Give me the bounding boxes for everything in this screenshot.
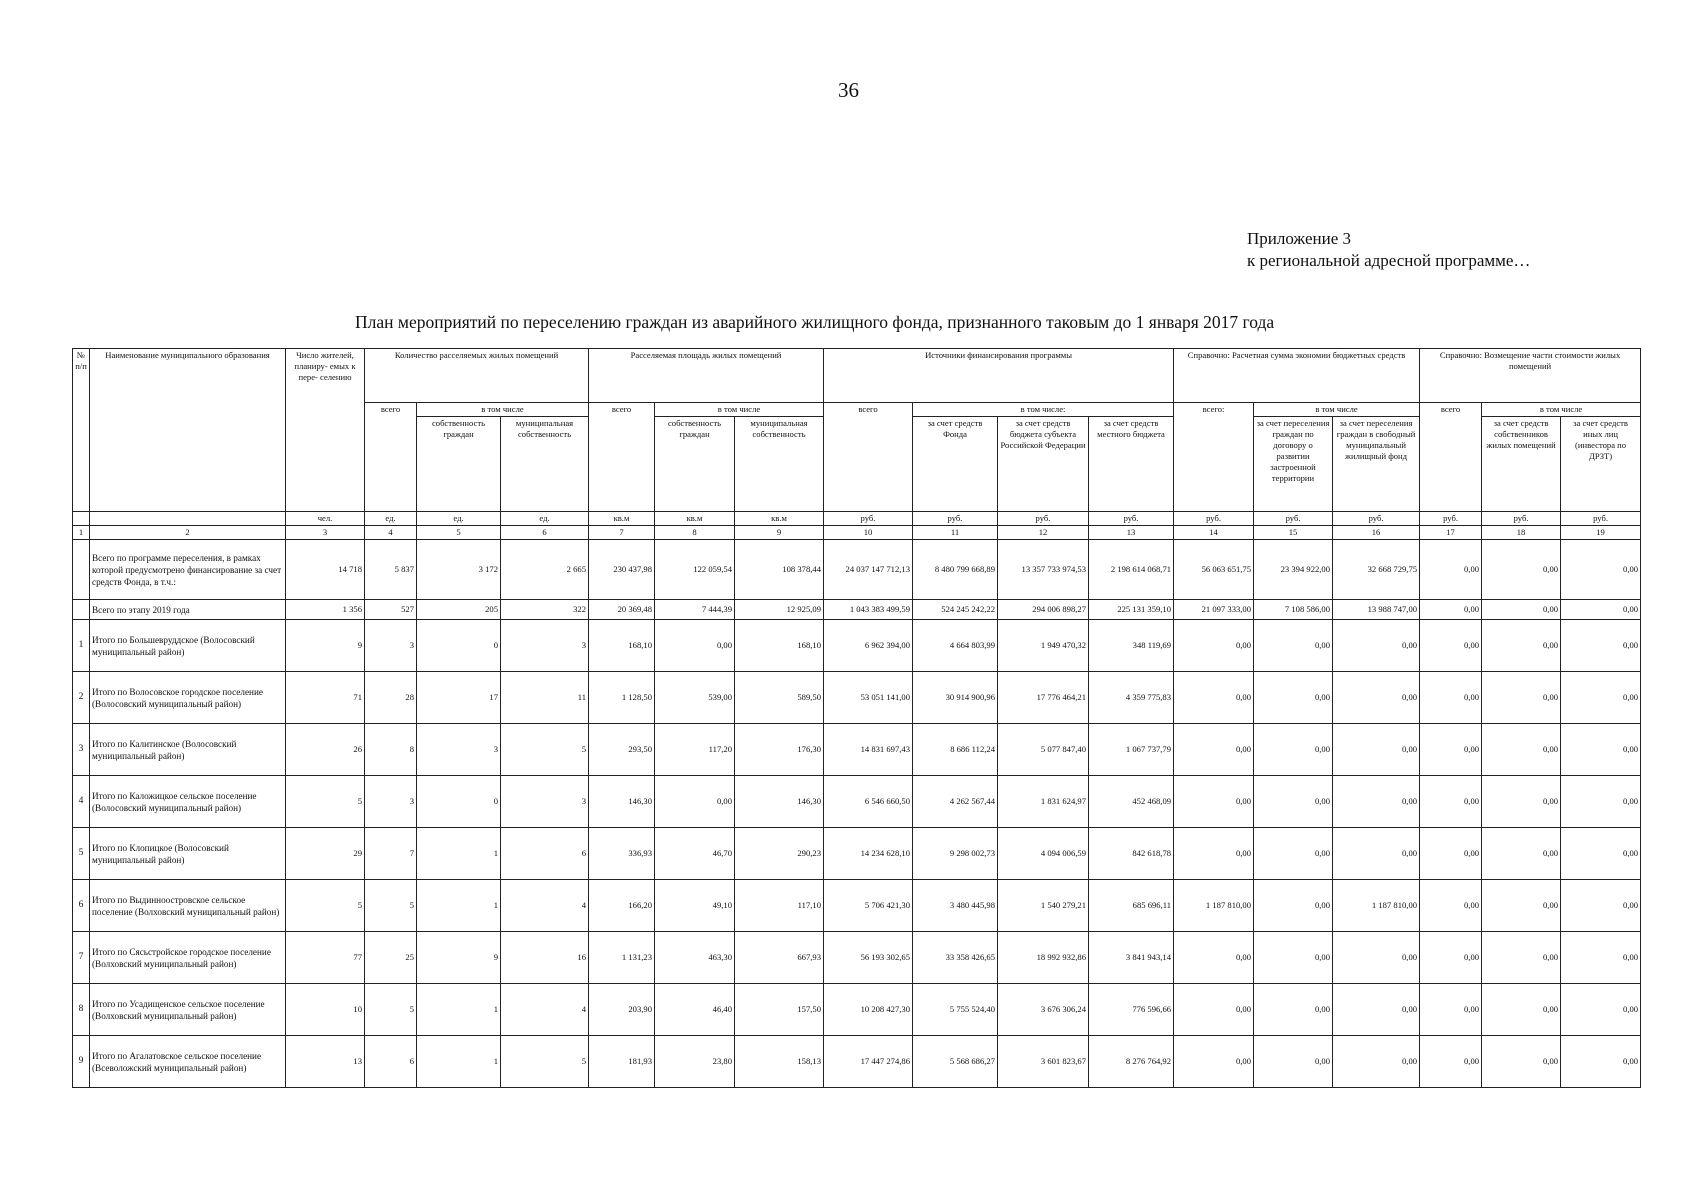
unit-cell: руб.	[1254, 512, 1333, 526]
value-cell: 5 568 686,27	[913, 1036, 998, 1088]
header-reimb-including: в том числе	[1482, 403, 1641, 417]
header-rooms-total: всего	[365, 403, 417, 512]
row-number: 3	[73, 724, 90, 776]
value-cell: 1 949 470,32	[998, 620, 1089, 672]
value-cell: 29	[286, 828, 365, 880]
value-cell: 23 394 922,00	[1254, 540, 1333, 600]
header-reimb-total: всего	[1420, 403, 1482, 512]
value-cell: 32 668 729,75	[1333, 540, 1420, 600]
value-cell: 1 831 624,97	[998, 776, 1089, 828]
value-cell: 0,00	[1561, 724, 1641, 776]
value-cell: 146,30	[589, 776, 655, 828]
value-cell: 25	[365, 932, 417, 984]
value-cell: 5 755 524,40	[913, 984, 998, 1036]
value-cell: 322	[501, 600, 589, 620]
value-cell: 5	[501, 1036, 589, 1088]
table-row	[73, 540, 1641, 600]
value-cell: 1 128,50	[589, 672, 655, 724]
municipality-name: Итого по Клопицкое (Волосовский муниципальный район)	[90, 828, 286, 880]
value-cell: 527	[365, 600, 417, 620]
column-number: 6	[501, 526, 589, 540]
municipality-name: Итого по Каложицкое сельское поселение (Волосовский муниципальный район)	[90, 776, 286, 828]
value-cell: 452 468,09	[1089, 776, 1174, 828]
value-cell: 776 596,66	[1089, 984, 1174, 1036]
value-cell: 0,00	[1333, 724, 1420, 776]
table-row	[73, 880, 1641, 932]
row-number: 9	[73, 1036, 90, 1088]
unit-cell: руб.	[1333, 512, 1420, 526]
column-number: 5	[417, 526, 501, 540]
value-cell: 158,13	[735, 1036, 824, 1088]
value-cell: 6	[365, 1036, 417, 1088]
value-cell: 6	[501, 828, 589, 880]
row-number: 5	[73, 828, 90, 880]
value-cell: 0,00	[1420, 776, 1482, 828]
value-cell: 0,00	[1482, 984, 1561, 1036]
value-cell: 13 988 747,00	[1333, 600, 1420, 620]
value-cell: 5	[286, 776, 365, 828]
value-cell: 0,00	[1254, 776, 1333, 828]
value-cell: 3 480 445,98	[913, 880, 998, 932]
value-cell: 9	[417, 932, 501, 984]
value-cell: 0,00	[1254, 672, 1333, 724]
unit-cell: кв.м	[589, 512, 655, 526]
value-cell: 1 540 279,21	[998, 880, 1089, 932]
value-cell: 3 172	[417, 540, 501, 600]
value-cell: 0,00	[1420, 620, 1482, 672]
value-cell: 8 686 112,24	[913, 724, 998, 776]
value-cell: 0,00	[1174, 776, 1254, 828]
value-cell: 589,50	[735, 672, 824, 724]
value-cell: 463,30	[655, 932, 735, 984]
header-resettle-contract: за счет переселения граждан по договору о развитии застроенной территории	[1254, 417, 1333, 512]
value-cell: 294 006 898,27	[998, 600, 1089, 620]
value-cell: 4 664 803,99	[913, 620, 998, 672]
header-area-including: в том числе	[655, 403, 824, 417]
value-cell: 0,00	[1420, 932, 1482, 984]
value-cell: 53 051 141,00	[824, 672, 913, 724]
appendix-note	[1247, 228, 1530, 272]
value-cell: 0	[417, 620, 501, 672]
column-number: 10	[824, 526, 913, 540]
value-cell: 0,00	[1254, 1036, 1333, 1088]
value-cell: 4 359 775,83	[1089, 672, 1174, 724]
value-cell: 0,00	[655, 620, 735, 672]
value-cell: 0,00	[1561, 932, 1641, 984]
value-cell: 5	[501, 724, 589, 776]
value-cell: 16	[501, 932, 589, 984]
value-cell: 0,00	[1561, 620, 1641, 672]
header-resettle-free: за счет переселения граждан в свободный муниципальный жилищный фонд	[1333, 417, 1420, 512]
value-cell: 8	[365, 724, 417, 776]
value-cell: 230 437,98	[589, 540, 655, 600]
value-cell: 168,10	[735, 620, 824, 672]
value-cell: 10 208 427,30	[824, 984, 913, 1036]
value-cell: 667,93	[735, 932, 824, 984]
row-number: 6	[73, 880, 90, 932]
value-cell: 0,00	[1333, 620, 1420, 672]
value-cell: 0,00	[1482, 600, 1561, 620]
value-cell: 0,00	[1333, 1036, 1420, 1088]
value-cell: 1	[417, 880, 501, 932]
value-cell: 0,00	[1482, 1036, 1561, 1088]
value-cell: 49,10	[655, 880, 735, 932]
value-cell: 0,00	[1254, 620, 1333, 672]
value-cell: 0,00	[1420, 880, 1482, 932]
table-row	[73, 984, 1641, 1036]
header-area-municipal: муниципальная собственность	[735, 417, 824, 512]
value-cell: 3 676 306,24	[998, 984, 1089, 1036]
value-cell: 8 480 799 668,89	[913, 540, 998, 600]
header-area-group: Расселяемая площадь жилых помещений	[589, 349, 824, 403]
header-rooms-including: в том числе	[417, 403, 589, 417]
value-cell: 9	[286, 620, 365, 672]
value-cell: 0,00	[1561, 880, 1641, 932]
value-cell: 9 298 002,73	[913, 828, 998, 880]
value-cell: 0,00	[1333, 672, 1420, 724]
unit-cell: руб.	[1561, 512, 1641, 526]
column-number: 4	[365, 526, 417, 540]
value-cell: 225 131 359,10	[1089, 600, 1174, 620]
value-cell: 122 059,54	[655, 540, 735, 600]
value-cell: 2 665	[501, 540, 589, 600]
row-number: 7	[73, 932, 90, 984]
value-cell: 0,00	[1561, 1036, 1641, 1088]
municipality-name: Итого по Усадищенское сельское поселение (Волховский муниципальный район)	[90, 984, 286, 1036]
municipality-name: Всего по программе переселения, в рамках которой предусмотрено финансирование за счет средств Фонда, в т.ч.:	[90, 540, 286, 600]
value-cell: 0,00	[1333, 984, 1420, 1036]
row-number: 2	[73, 672, 90, 724]
municipality-name: Итого по Большевруддское (Волосовский муниципальный район)	[90, 620, 286, 672]
value-cell: 11	[501, 672, 589, 724]
row-number: 4	[73, 776, 90, 828]
value-cell: 0,00	[1482, 672, 1561, 724]
header-rooms-group: Количество расселяемых жилых помещений	[365, 349, 589, 403]
value-cell: 18 992 932,86	[998, 932, 1089, 984]
header-subject-budget: за счет средств бюджета субъекта Российской Федерации	[998, 417, 1089, 512]
value-cell: 17 776 464,21	[998, 672, 1089, 724]
table-row	[73, 932, 1641, 984]
value-cell: 108 378,44	[735, 540, 824, 600]
row-number	[73, 540, 90, 600]
row-number	[73, 600, 90, 620]
value-cell: 7	[365, 828, 417, 880]
value-cell: 5 706 421,30	[824, 880, 913, 932]
value-cell: 12 925,09	[735, 600, 824, 620]
value-cell: 5	[286, 880, 365, 932]
unit-cell: кв.м	[655, 512, 735, 526]
value-cell: 77	[286, 932, 365, 984]
table-row	[73, 1036, 1641, 1088]
value-cell: 203,90	[589, 984, 655, 1036]
header-residents: Число жителей, планиру- емых к пере- селению	[286, 349, 365, 512]
value-cell: 6 962 394,00	[824, 620, 913, 672]
column-number: 9	[735, 526, 824, 540]
column-number: 16	[1333, 526, 1420, 540]
value-cell: 0,00	[1482, 828, 1561, 880]
unit-cell: руб.	[824, 512, 913, 526]
value-cell: 0,00	[655, 776, 735, 828]
row-number: 1	[73, 620, 90, 672]
value-cell: 46,40	[655, 984, 735, 1036]
value-cell: 3 841 943,14	[1089, 932, 1174, 984]
table-row	[73, 724, 1641, 776]
value-cell: 20 369,48	[589, 600, 655, 620]
value-cell: 181,93	[589, 1036, 655, 1088]
value-cell: 0,00	[1561, 600, 1641, 620]
table-row	[73, 672, 1641, 724]
value-cell: 0,00	[1254, 724, 1333, 776]
column-number: 7	[589, 526, 655, 540]
resettlement-plan-table	[72, 348, 1641, 1088]
value-cell: 14 718	[286, 540, 365, 600]
value-cell: 3	[501, 776, 589, 828]
value-cell: 6 546 660,50	[824, 776, 913, 828]
value-cell: 23,80	[655, 1036, 735, 1088]
value-cell: 539,00	[655, 672, 735, 724]
value-cell: 524 245 242,22	[913, 600, 998, 620]
header-local-budget: за счет средств местного бюджета	[1089, 417, 1174, 512]
value-cell: 0,00	[1561, 984, 1641, 1036]
header-savings-total: всего:	[1174, 403, 1254, 512]
value-cell: 0,00	[1561, 776, 1641, 828]
value-cell: 1 187 810,00	[1174, 880, 1254, 932]
value-cell: 3	[417, 724, 501, 776]
value-cell: 0,00	[1420, 540, 1482, 600]
value-cell: 1 356	[286, 600, 365, 620]
value-cell: 14 831 697,43	[824, 724, 913, 776]
row-number: 8	[73, 984, 90, 1036]
value-cell: 0,00	[1482, 880, 1561, 932]
header-finance-group: Источники финансирования программы	[824, 349, 1174, 403]
municipality-name: Итого по Сясьстройское городское поселение (Волховский муниципальный район)	[90, 932, 286, 984]
value-cell: 117,10	[735, 880, 824, 932]
column-numbers-row	[73, 526, 1641, 540]
value-cell: 4	[501, 880, 589, 932]
value-cell: 0	[417, 776, 501, 828]
column-number: 3	[286, 526, 365, 540]
value-cell: 1	[417, 828, 501, 880]
header-reimbursement-group: Справочно: Возмещение части стоимости жилых помещений	[1420, 349, 1641, 403]
header-row-groups	[73, 349, 1641, 403]
value-cell: 0,00	[1561, 672, 1641, 724]
value-cell: 0,00	[1174, 932, 1254, 984]
value-cell: 0,00	[1174, 620, 1254, 672]
value-cell: 0,00	[1333, 828, 1420, 880]
column-number: 13	[1089, 526, 1174, 540]
value-cell: 46,70	[655, 828, 735, 880]
value-cell: 7 108 586,00	[1254, 600, 1333, 620]
municipality-name: Итого по Выдинноостровское сельское поселение (Волховский муниципальный район)	[90, 880, 286, 932]
value-cell: 71	[286, 672, 365, 724]
value-cell: 0,00	[1254, 880, 1333, 932]
value-cell: 348 119,69	[1089, 620, 1174, 672]
appendix-line-1: Приложение 3	[1247, 229, 1351, 248]
header-finance-including: в том числе:	[913, 403, 1174, 417]
value-cell: 28	[365, 672, 417, 724]
value-cell: 1 067 737,79	[1089, 724, 1174, 776]
municipality-name: Всего по этапу 2019 года	[90, 600, 286, 620]
value-cell: 13	[286, 1036, 365, 1088]
value-cell: 176,30	[735, 724, 824, 776]
header-savings-including: в том числе	[1254, 403, 1420, 417]
value-cell: 13 357 733 974,53	[998, 540, 1089, 600]
units-blank	[90, 512, 286, 526]
header-savings-group: Справочно: Расчетная сумма экономии бюджетных средств	[1174, 349, 1420, 403]
header-area-total: всего	[589, 403, 655, 512]
value-cell: 4	[501, 984, 589, 1036]
unit-cell: руб.	[998, 512, 1089, 526]
municipality-name: Итого по Калитинское (Волосовский муниципальный район)	[90, 724, 286, 776]
value-cell: 0,00	[1174, 1036, 1254, 1088]
value-cell: 0,00	[1254, 984, 1333, 1036]
value-cell: 4 094 006,59	[998, 828, 1089, 880]
value-cell: 1 043 383 499,59	[824, 600, 913, 620]
value-cell: 0,00	[1561, 540, 1641, 600]
unit-cell: ед.	[501, 512, 589, 526]
value-cell: 0,00	[1420, 828, 1482, 880]
value-cell: 4 262 567,44	[913, 776, 998, 828]
value-cell: 0,00	[1420, 1036, 1482, 1088]
column-number: 17	[1420, 526, 1482, 540]
value-cell: 17 447 274,86	[824, 1036, 913, 1088]
value-cell: 3	[365, 620, 417, 672]
value-cell: 0,00	[1174, 828, 1254, 880]
header-owners: за счет средств собственников жилых помещений	[1482, 417, 1561, 512]
value-cell: 0,00	[1174, 984, 1254, 1036]
column-number: 19	[1561, 526, 1641, 540]
column-number: 14	[1174, 526, 1254, 540]
value-cell: 3	[501, 620, 589, 672]
value-cell: 33 358 426,65	[913, 932, 998, 984]
header-rooms-municipal: муниципальная собственность	[501, 417, 589, 512]
value-cell: 0,00	[1482, 620, 1561, 672]
header-finance-total: всего	[824, 403, 913, 512]
value-cell: 146,30	[735, 776, 824, 828]
appendix-line-2: к региональной адресной программе…	[1247, 251, 1531, 270]
unit-cell: ед.	[365, 512, 417, 526]
value-cell: 26	[286, 724, 365, 776]
units-blank	[73, 512, 90, 526]
value-cell: 157,50	[735, 984, 824, 1036]
value-cell: 1 131,23	[589, 932, 655, 984]
table-row	[73, 828, 1641, 880]
value-cell: 0,00	[1254, 828, 1333, 880]
value-cell: 56 193 302,65	[824, 932, 913, 984]
column-number: 18	[1482, 526, 1561, 540]
value-cell: 5	[365, 880, 417, 932]
value-cell: 168,10	[589, 620, 655, 672]
column-number: 2	[90, 526, 286, 540]
unit-cell: руб.	[1174, 512, 1254, 526]
page-number: 36	[838, 78, 859, 102]
value-cell: 0,00	[1420, 984, 1482, 1036]
value-cell: 117,20	[655, 724, 735, 776]
value-cell: 293,50	[589, 724, 655, 776]
value-cell: 2 198 614 068,71	[1089, 540, 1174, 600]
header-fund: за счет средств Фонда	[913, 417, 998, 512]
municipality-name: Итого по Волосовское городское поселение (Волосовский муниципальный район)	[90, 672, 286, 724]
column-number: 1	[73, 526, 90, 540]
value-cell: 3	[365, 776, 417, 828]
unit-cell: руб.	[1089, 512, 1174, 526]
value-cell: 5 837	[365, 540, 417, 600]
header-name: Наименование муниципального образования	[90, 349, 286, 512]
value-cell: 5	[365, 984, 417, 1036]
unit-cell: чел.	[286, 512, 365, 526]
value-cell: 56 063 651,75	[1174, 540, 1254, 600]
value-cell: 14 234 628,10	[824, 828, 913, 880]
value-cell: 0,00	[1482, 724, 1561, 776]
value-cell: 17	[417, 672, 501, 724]
value-cell: 0,00	[1174, 672, 1254, 724]
document-title: План мероприятий по переселению граждан из аварийного жилищного фонда, признанного таковым до 1 января 2017 года	[355, 312, 1275, 332]
value-cell: 1 187 810,00	[1333, 880, 1420, 932]
value-cell: 0,00	[1482, 540, 1561, 600]
unit-cell: кв.м	[735, 512, 824, 526]
value-cell: 0,00	[1333, 776, 1420, 828]
value-cell: 0,00	[1333, 932, 1420, 984]
header-no: № п/п	[73, 349, 90, 512]
value-cell: 0,00	[1420, 600, 1482, 620]
header-area-own: собственность граждан	[655, 417, 735, 512]
column-number: 12	[998, 526, 1089, 540]
value-cell: 0,00	[1482, 776, 1561, 828]
value-cell: 0,00	[1174, 724, 1254, 776]
value-cell: 166,20	[589, 880, 655, 932]
table-row	[73, 776, 1641, 828]
table-row	[73, 620, 1641, 672]
value-cell: 3 601 823,67	[998, 1036, 1089, 1088]
value-cell: 24 037 147 712,13	[824, 540, 913, 600]
value-cell: 336,93	[589, 828, 655, 880]
value-cell: 842 618,78	[1089, 828, 1174, 880]
unit-cell: руб.	[1420, 512, 1482, 526]
municipality-name: Итого по Агалатовское сельское поселение (Всеволожский муниципальный район)	[90, 1036, 286, 1088]
unit-cell: руб.	[913, 512, 998, 526]
value-cell: 0,00	[1561, 828, 1641, 880]
value-cell: 205	[417, 600, 501, 620]
value-cell: 0,00	[1482, 932, 1561, 984]
value-cell: 21 097 333,00	[1174, 600, 1254, 620]
value-cell: 1	[417, 1036, 501, 1088]
value-cell: 8 276 764,92	[1089, 1036, 1174, 1088]
value-cell: 685 696,11	[1089, 880, 1174, 932]
value-cell: 10	[286, 984, 365, 1036]
table-row	[73, 600, 1641, 620]
column-number: 15	[1254, 526, 1333, 540]
value-cell: 0,00	[1420, 724, 1482, 776]
value-cell: 290,23	[735, 828, 824, 880]
value-cell: 1	[417, 984, 501, 1036]
value-cell: 0,00	[1254, 932, 1333, 984]
units-row	[73, 512, 1641, 526]
value-cell: 5 077 847,40	[998, 724, 1089, 776]
value-cell: 30 914 900,96	[913, 672, 998, 724]
header-rooms-own: собственность граждан	[417, 417, 501, 512]
header-investors: за счет средств иных лиц (инвестора по ДРЗТ)	[1561, 417, 1641, 512]
unit-cell: ед.	[417, 512, 501, 526]
value-cell: 7 444,39	[655, 600, 735, 620]
column-number: 8	[655, 526, 735, 540]
column-number: 11	[913, 526, 998, 540]
unit-cell: руб.	[1482, 512, 1561, 526]
value-cell: 0,00	[1420, 672, 1482, 724]
